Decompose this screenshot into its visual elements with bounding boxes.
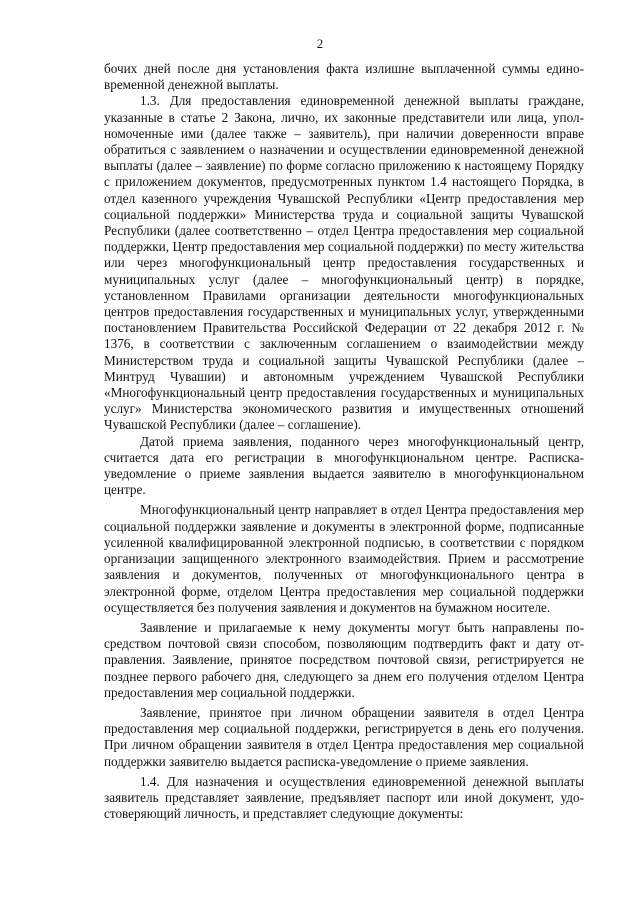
body-text: [104, 61, 584, 822]
paragraph-electronic-submission: Многофункциональный центр направляет в отдел Центра предоставления мер социальной поддержки заявление и документы в электронной форме, подписанные усиленной квалифицированной электронной подписью, в соответствии с порядком организации защищенного электронного взаимодействия. Прием и рассмотрение заявления и документов, полученных от многофункционального центра в электронной форме, отделом Центра предоставления мер социальной поддержки осуществляется без получения заявления и документов на бумажном носителе.: [104, 502, 584, 615]
paragraph-postal-submission: Заявление и прилагаемые к нему документы могут быть направлены посредством почтовой связи способом, позволяющим подтвердить факт и дату отправления. Заявление, принятое посредством почтовой связи, регистрируется не позднее первого рабочего дня, следующего за днем его получения отделом Центра предоставления мер социальной поддержки.: [104, 619, 584, 700]
paragraph-1-3: 1.3. Для предоставления единовременной денежной выплаты граждане, указанные в статье 2 Закона, лично, их законные представители или лица, уполномоченные ими (далее также – заявитель), при наличии доверенности вправе обратиться с заявлением о назначении и осуществлении единовременной денежной выплаты (далее – заявление) по форме согласно приложению к настоящему Порядку с приложением документов, предусмотренных пунктом 1.4 настоящего Порядка, в отдел казенного учреждения Чувашской Республики «Центр предоставления мер социальной поддержки» Министерства труда и социальной защиты Чувашской Республики (далее соответственно – отдел Центра предоставления мер социальной поддержки, Центр предоставления мер социальной поддержки) по месту жительства или через многофункциональный центр предоставления государственных и муниципальных услуг (далее – многофункциональный центр) в порядке, установленном Правилами организации деятельности многофункциональных центров предоставления государственных и муниципальных услуг, утвержденными постановлением Правительства Российской Федерации от 22 декабря 2012 г. № 1376, в соответствии с заключенным соглашением о взаимодействии между Министерством труда и социальной защиты Чувашской Республики (далее – Минтруд Чувашии) и автономным учреждением Чувашской Республики «Многофункциональный центр предоставления государственных и муниципальных услуг» Министерства экономического развития и имущественных отношений Чувашской Республики (далее – соглашение).: [104, 93, 584, 433]
paragraph-date-of-receipt: Датой приема заявления, поданного через многофункциональный центр, считается дата его регистрации в многофункциональном центре. Расписка-уведомление о приеме заявления выдается заявителю в многофункциональном центре.: [104, 433, 584, 498]
page-number: 2: [316, 36, 324, 51]
paragraph-continuation: бочих дней после дня установления факта излишне выплаченной суммы единовременной денежной выплаты.: [104, 61, 584, 93]
paragraph-personal-visit: Заявление, принятое при личном обращении заявителя в отдел Центра предоставления мер социальной поддержки, регистрируется в день его получения. При личном обращении заявителя в отдел Центра предоставления мер социальной поддержки заявителю выдается расписка-уведомление о приеме заявления.: [104, 704, 584, 769]
paragraph-1-4: 1.4. Для назначения и осуществления единовременной денежной выплаты заявитель представляет заявление, предъявляет паспорт или иной документ, удостоверяющий личность, и представляет следующие документы:: [104, 773, 584, 822]
